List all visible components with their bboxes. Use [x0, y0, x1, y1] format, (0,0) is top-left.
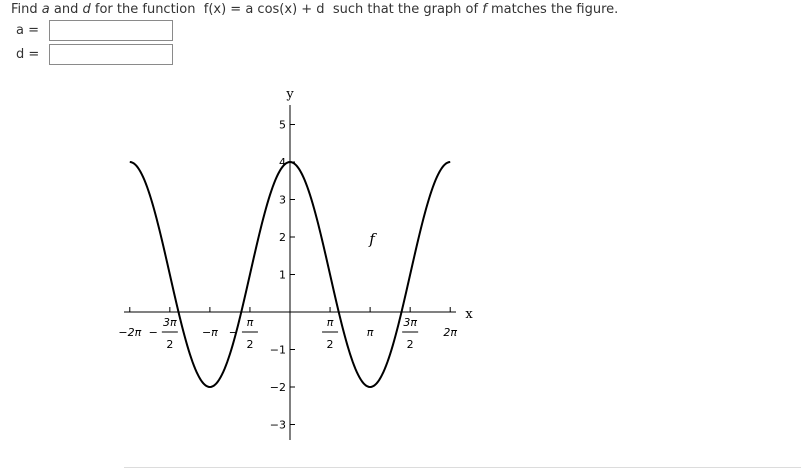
- x-tick-label-denominator: 2: [246, 338, 254, 351]
- x-tick-label: −2π: [118, 326, 142, 339]
- x-axis-label: x: [465, 307, 473, 322]
- y-tick-label: 3: [279, 193, 286, 207]
- x-tick-label-denominator: 2: [326, 338, 334, 351]
- question-end: matches the figure.: [490, 2, 619, 17]
- field-label-d: d =: [16, 47, 40, 62]
- question-mid: for the function: [94, 2, 196, 17]
- y-tick-label: −3: [269, 418, 286, 432]
- question-suffix: such that the graph of: [332, 2, 479, 17]
- x-tick-label-sign: −: [228, 326, 238, 339]
- question-f: f: [482, 2, 487, 17]
- x-tick-label: −π: [201, 326, 218, 339]
- y-tick-label: 5: [279, 118, 286, 132]
- x-tick-label-denominator: 2: [406, 338, 414, 351]
- curve-label: f: [369, 230, 375, 248]
- x-tick-label-numerator: 3π: [403, 316, 417, 329]
- question-var-a: a: [41, 2, 50, 17]
- y-tick-label: −1: [269, 343, 286, 357]
- question-and: and: [53, 2, 79, 17]
- divider: [124, 467, 801, 468]
- x-tick-label-numerator: 3π: [163, 316, 177, 329]
- y-tick-label: 1: [279, 268, 286, 282]
- x-tick-label-sign: −: [148, 326, 158, 339]
- y-axis-label: y: [286, 87, 294, 102]
- y-tick-label: 4: [279, 156, 286, 169]
- y-tick-label: −2: [269, 381, 286, 394]
- field-label-a: a =: [16, 23, 39, 38]
- question-prefix: Find: [11, 2, 38, 17]
- question-function: f(x) = a cos(x) + d: [203, 2, 325, 17]
- x-tick-label: π: [366, 326, 374, 339]
- y-tick-label: 2: [279, 231, 286, 244]
- x-tick-label-denominator: 2: [166, 338, 174, 351]
- x-tick-label-numerator: π: [326, 316, 334, 329]
- question-var-d: d: [82, 2, 91, 17]
- x-tick-label-numerator: π: [246, 316, 254, 329]
- x-tick-label: 2π: [443, 326, 458, 339]
